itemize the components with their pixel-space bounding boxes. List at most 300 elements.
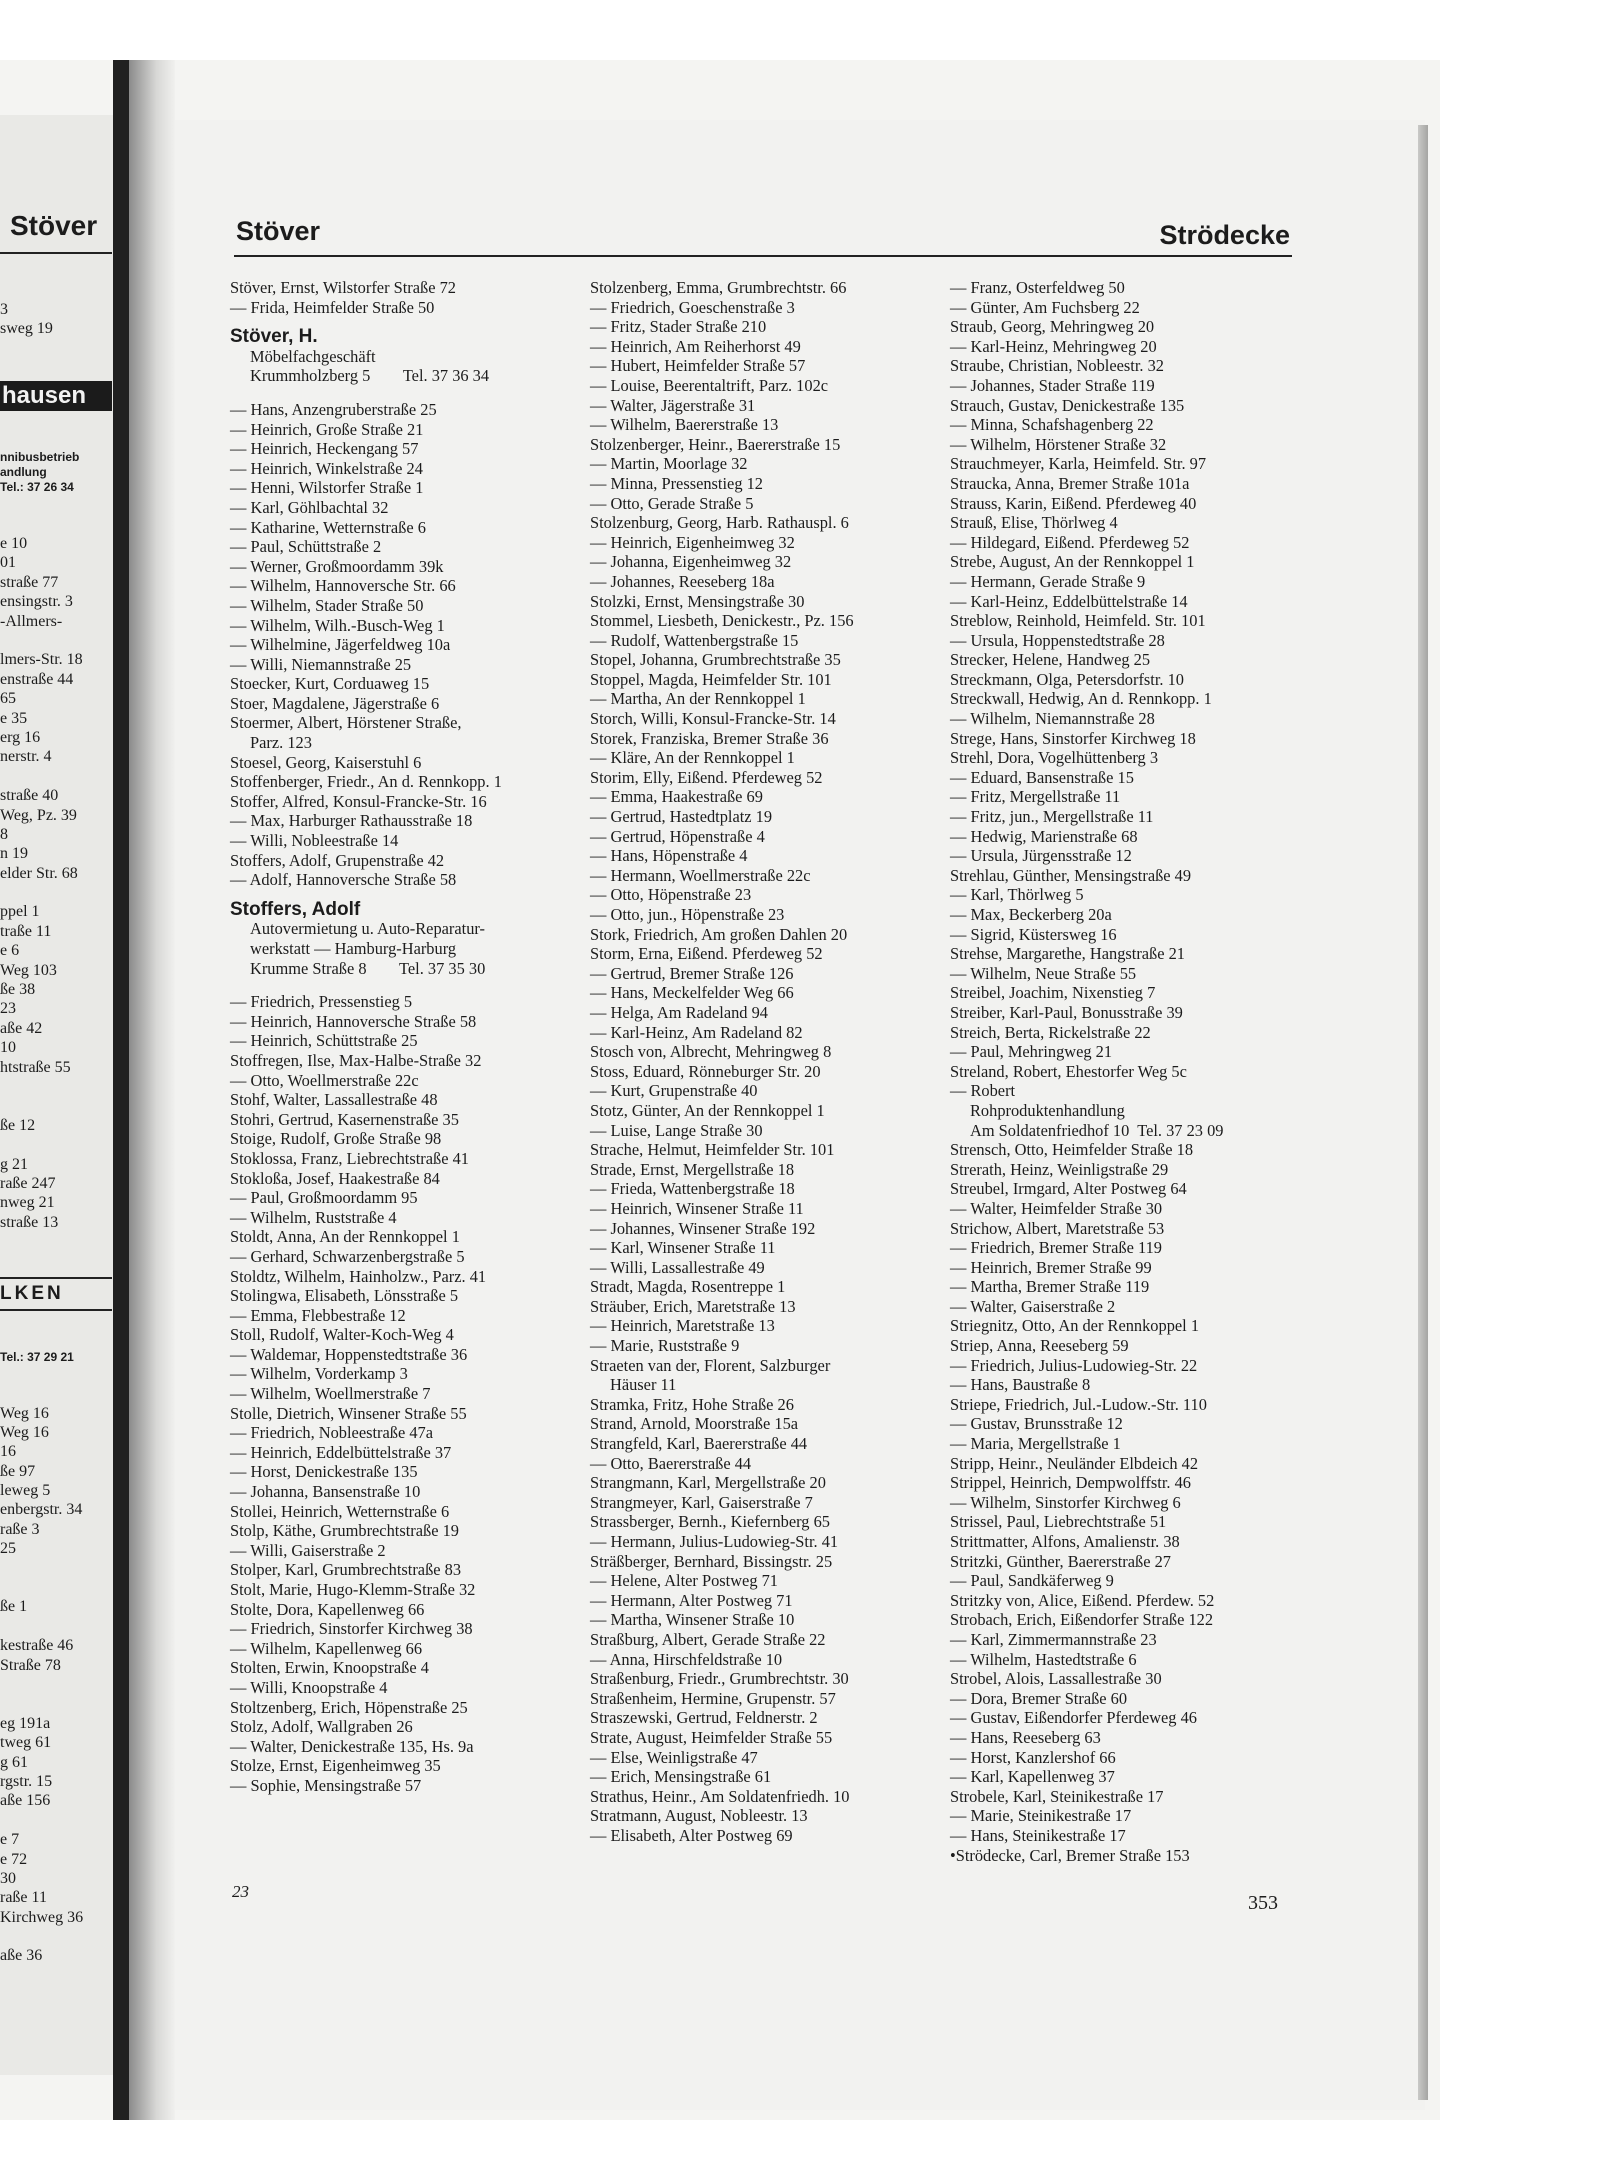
directory-entry: — Heinrich, Am Reiherhorst 49 (590, 336, 801, 356)
business-entry-heading: Stoffers, Adolf (230, 898, 361, 920)
directory-entry: — Waldemar, Hoppenstedtstraße 36 (230, 1344, 468, 1364)
directory-entry: Sträßberger, Bernhard, Bissingstr. 25 (590, 1551, 833, 1571)
directory-entry: Sträuber, Erich, Maretstraße 13 (590, 1296, 796, 1316)
directory-entry: — Wilhelm, Hannoversche Str. 66 (230, 576, 456, 596)
left-page-lines-b (0, 534, 112, 1232)
directory-entry: — Heinrich, Eigenheimweg 32 (590, 532, 795, 552)
directory-entry: Strade, Ernst, Mergellstraße 18 (590, 1159, 795, 1179)
left-page-line (0, 1135, 112, 1154)
directory-entry: — Paul, Großmoordamm 95 (230, 1188, 418, 1208)
left-page-line: enbergstr. 34 (0, 1501, 83, 1519)
directory-entry: — Wilhelm, Kapellenweg 66 (230, 1638, 423, 1658)
directory-entry: Strobele, Karl, Steinikestraße 17 (950, 1786, 1164, 1806)
directory-entry: — Gertrud, Hastedtplatz 19 (590, 807, 773, 827)
directory-entry: — Gerhard, Schwarzenbergstraße 5 (230, 1246, 465, 1266)
left-page-line: 23 (0, 1000, 16, 1018)
directory-entry: — Wilhelm, Stader Straße 50 (230, 595, 424, 615)
left-page-line: straße 40 (0, 787, 59, 805)
directory-entry: Strauß, Elise, Thörlweg 4 (950, 513, 1118, 533)
directory-entry: — Hans, Steinikestraße 17 (950, 1825, 1126, 1845)
directory-entry: Stork, Friedrich, Am großen Dahlen 20 (590, 924, 848, 944)
left-page-line (0, 1578, 112, 1597)
entry-gap (230, 978, 575, 992)
left-page-line: ße 12 (0, 1116, 36, 1134)
directory-entry: Stoltzenberg, Erich, Höpenstraße 25 (230, 1697, 468, 1717)
directory-entry: — Wilhelm, Baererstraße 13 (590, 415, 779, 435)
directory-entry: Stoffenberger, Friedr., An d. Rennkopp. 1 (230, 772, 502, 792)
directory-entry: — Hans, Höpenstraße 4 (590, 846, 748, 866)
directory-entry: Strebe, August, An der Rennkoppel 1 (950, 552, 1195, 572)
directory-entry: — Frida, Heimfelder Straße 50 (230, 297, 435, 317)
left-page-line: aße 36 (0, 1947, 43, 1965)
left-page-line: kestraße 46 (0, 1637, 74, 1655)
directory-entry: — Karl, Zimmermannstraße 23 (950, 1629, 1157, 1649)
left-page-line: nweg 21 (0, 1194, 55, 1212)
directory-entry: Stoffers, Adolf, Grupenstraße 42 (230, 850, 445, 870)
left-page-line: 25 (0, 1540, 16, 1558)
directory-entry: Streblow, Reinhold, Heimfeld. Str. 101 (950, 611, 1206, 631)
directory-entry: — Wilhelm, Wilh.-Busch-Weg 1 (230, 615, 445, 635)
left-page-line: straße 13 (0, 1213, 59, 1231)
directory-entry: — Walter, Denickestraße 135, Hs. 9a (230, 1736, 474, 1756)
directory-entry: — Heinrich, Eddelbüttelstraße 37 (230, 1442, 452, 1462)
directory-entry: — Walter, Jägerstraße 31 (590, 395, 756, 415)
directory-entry: — Willi, Nobleestraße 14 (230, 831, 399, 851)
directory-entry: — Adolf, Hannoversche Straße 58 (230, 870, 457, 890)
directory-entry: Strichow, Albert, Maretstraße 53 (950, 1218, 1165, 1238)
directory-entry: — Otto, Baererstraße 44 (590, 1453, 752, 1473)
directory-entry: — Heinrich, Maretstraße 13 (590, 1316, 775, 1336)
directory-entry: Strobel, Alois, Lassallestraße 30 (950, 1669, 1162, 1689)
directory-entry: Stoermer, Albert, Hörstener Straße, (230, 713, 462, 733)
directory-entry: Streckwall, Hedwig, An d. Rennkopp. 1 (950, 689, 1212, 709)
left-page-line: ße 1 (0, 1598, 28, 1616)
directory-entry: — Karl-Heinz, Am Radeland 82 (590, 1022, 803, 1042)
directory-entry: — Hildegard, Eißend. Pferdeweg 52 (950, 532, 1190, 552)
directory-entry: — Willi, Lassallestraße 49 (590, 1257, 765, 1277)
left-page-line (0, 1675, 112, 1694)
directory-entry: Stolper, Karl, Grumbrechtstraße 83 (230, 1560, 462, 1580)
directory-entry: — Frieda, Wattenbergstraße 18 (590, 1179, 795, 1199)
directory-entry: — Anna, Hirschfeldstraße 10 (590, 1649, 783, 1669)
left-page-ad-box2-title: LKEN (0, 1277, 112, 1311)
directory-entry: Stoldtz, Wilhelm, Hainholzw., Parz. 41 (230, 1266, 487, 1286)
left-page-line: raße 3 (0, 1520, 40, 1538)
directory-entry: Krummholzberg 5 Tel. 37 36 34 (250, 366, 490, 386)
directory-entry: — Hermann, Julius-Ludowieg-Str. 41 (590, 1532, 839, 1551)
left-page-line: Straße 78 (0, 1656, 61, 1674)
directory-entry: — Robert (950, 1081, 1016, 1101)
directory-entry: Stosch von, Albrecht, Mehringweg 8 (590, 1042, 832, 1062)
directory-entry: — Eduard, Bansenstraße 15 (950, 767, 1134, 787)
left-page-line (0, 1559, 112, 1578)
directory-entry: — Hans, Anzengruberstraße 25 (230, 399, 437, 419)
left-page-header: Stöver (10, 210, 98, 241)
directory-entry: — Gertrud, Höpenstraße 4 (590, 826, 765, 846)
directory-entry: Strittmatter, Alfons, Amalienstr. 38 (950, 1532, 1180, 1551)
directory-entry: Stramka, Fritz, Hohe Straße 26 (590, 1394, 794, 1414)
directory-entry: — Friedrich, Bremer Straße 119 (950, 1238, 1162, 1258)
directory-entry: Stolzenberg, Emma, Grumbrechtstr. 66 (590, 278, 847, 297)
left-page-header-rule (0, 252, 112, 254)
directory-entry: Strehlau, Günther, Mensingstraße 49 (950, 865, 1192, 885)
directory-entry: Stolp, Käthe, Grumbrechtstraße 19 (230, 1521, 459, 1541)
directory-entry: — Wilhelm, Neue Straße 55 (950, 963, 1137, 983)
directory-entry: Straub, Georg, Mehringweg 20 (950, 317, 1155, 337)
directory-entry: Streiber, Karl-Paul, Bonusstraße 39 (950, 1002, 1183, 1022)
directory-entry: — Heinrich, Hannoversche Straße 58 (230, 1011, 477, 1031)
directory-entry: — Hans, Baustraße 8 (950, 1375, 1091, 1395)
directory-entry: — Ursula, Hoppenstedtstraße 28 (950, 630, 1165, 650)
printer-signature: 23 (232, 1882, 249, 1901)
right-page-edge (1418, 125, 1428, 2100)
directory-entry: Stohri, Gertrud, Kasernenstraße 35 (230, 1109, 459, 1129)
directory-entry: — Hermann, Alter Postweg 71 (590, 1590, 793, 1610)
directory-entry: — Wilhelm, Sinstorfer Kirchweg 6 (950, 1492, 1181, 1512)
left-page-line: e 10 (0, 535, 28, 553)
directory-entry: — Sophie, Mensingstraße 57 (230, 1775, 422, 1795)
directory-entry: Strangmeyer, Karl, Gaiserstraße 7 (590, 1492, 813, 1512)
directory-entry: — Wilhelm, Hastedtstraße 6 (950, 1649, 1137, 1669)
directory-entry: Strauss, Karin, Eißend. Pferdeweg 40 (950, 493, 1197, 513)
directory-entry: — Heinrich, Bremer Straße 99 (950, 1257, 1152, 1277)
directory-entry: Stohf, Walter, Lassallestraße 48 (230, 1090, 438, 1110)
directory-entry: — Johannes, Stader Straße 119 (950, 375, 1155, 395)
directory-entry: Streland, Robert, Ehestorfer Weg 5c (950, 1061, 1187, 1081)
directory-entry: Strate, August, Heimfelder Straße 55 (590, 1727, 833, 1747)
directory-entry: Stolz, Adolf, Wallgraben 26 (230, 1717, 413, 1737)
directory-entry: — Otto, Höpenstraße 23 (590, 885, 752, 905)
directory-entry: Stoffer, Alfred, Konsul-Francke-Str. 16 (230, 791, 487, 811)
left-page-line: n 19 (0, 845, 28, 863)
directory-entry: — Helene, Alter Postweg 71 (590, 1571, 779, 1591)
directory-entry: Strerath, Heinz, Weinligstraße 29 (950, 1159, 1169, 1179)
left-page-line: htstraße 55 (0, 1058, 71, 1076)
directory-entry: — Friedrich, Nobleestraße 47a (230, 1423, 433, 1443)
directory-entry: — Willi, Niemannstraße 25 (230, 654, 412, 674)
directory-entry: — Wilhelm, Niemannstraße 28 (950, 709, 1155, 729)
directory-entry: Stripp, Heinr., Neuländer Elbdeich 42 (950, 1453, 1199, 1473)
directory-entry: — Günter, Am Fuchsberg 22 (950, 297, 1140, 317)
directory-entry: — Martha, Bremer Straße 119 (950, 1277, 1150, 1297)
directory-entry: — Horst, Denickestraße 135 (230, 1462, 418, 1482)
left-page-line: 01 (0, 554, 16, 572)
left-page-ad-box-lines (0, 450, 112, 495)
directory-entry: — Wilhelmine, Jägerfeldweg 10a (230, 635, 451, 655)
left-page-line: aße 156 (0, 1792, 51, 1810)
directory-entry: — Karl, Winsener Straße 11 (590, 1238, 776, 1258)
directory-entry: Striegnitz, Otto, An der Rennkoppel 1 (950, 1316, 1200, 1336)
directory-entry: — Karl-Heinz, Mehringweg 20 (950, 336, 1157, 356)
directory-entry: — Max, Harburger Rathausstraße 18 (230, 811, 473, 831)
directory-entry: — Gustav, Brunsstraße 12 (950, 1414, 1123, 1434)
left-page-line: Kirchweg 36 (0, 1908, 84, 1926)
directory-entry: — Kläre, An der Rennkoppel 1 (590, 748, 795, 768)
left-page-line: straße 77 (0, 573, 59, 591)
directory-entry: — Johannes, Reeseberg 18a (590, 571, 775, 591)
left-page-line: ensingstr. 3 (0, 593, 73, 611)
directory-entry: Streckmann, Olga, Petersdorfstr. 10 (950, 669, 1184, 689)
left-page-lines-a (0, 300, 112, 339)
directory-entry: — Willi, Knoopstraße 4 (230, 1677, 388, 1697)
directory-column-2 (590, 278, 935, 1846)
directory-entry: Strangfeld, Karl, Baererstraße 44 (590, 1434, 808, 1454)
left-page-line: lmers-Str. 18 (0, 651, 83, 669)
directory-entry: — Max, Beckerberg 20a (950, 905, 1112, 924)
directory-entry: Storek, Franziska, Bremer Straße 36 (590, 728, 829, 748)
directory-entry: — Minna, Schafshagenberg 22 (950, 415, 1154, 435)
left-page-line: Tel.: 37 26 34 (0, 480, 74, 495)
directory-entry: — Hermann, Woellmerstraße 22c (590, 865, 811, 885)
left-page-line: e 6 (0, 942, 20, 960)
directory-entry: Strege, Hans, Sinstorfer Kirchweg 18 (950, 728, 1196, 748)
directory-entry: Stoer, Magdalene, Jägerstraße 6 (230, 693, 440, 713)
directory-entry: Strehse, Margarethe, Hangstraße 21 (950, 944, 1186, 964)
directory-entry: — Fritz, Mergellstraße 11 (950, 787, 1121, 807)
left-page-ad-box2-lines (0, 1350, 112, 1365)
directory-entry: — Otto, jun., Höpenstraße 23 (590, 905, 785, 924)
left-page-line (0, 1694, 112, 1713)
directory-entry: Stollei, Heinrich, Wetternstraße 6 (230, 1501, 450, 1521)
directory-entry: Stopel, Johanna, Grumbrechtstraße 35 (590, 650, 841, 670)
directory-entry: — Wilhelm, Hörstener Straße 32 (950, 434, 1167, 454)
directory-entry: Strassberger, Bernh., Kiefernberg 65 (590, 1512, 830, 1532)
directory-entry: — Martha, Winsener Straße 10 (590, 1610, 795, 1630)
directory-entry: Straube, Christian, Nobleestr. 32 (950, 356, 1164, 376)
directory-entry: Striep, Anna, Reeseberg 59 (950, 1336, 1129, 1356)
left-page-line: erg 16 (0, 728, 41, 746)
left-page-line (0, 1077, 112, 1096)
directory-entry: — Marie, Ruststraße 9 (590, 1336, 740, 1356)
directory-entry: — Gustav, Eißendorfer Pferdeweg 46 (950, 1708, 1197, 1728)
directory-entry: — Wilhelm, Vorderkamp 3 (230, 1364, 408, 1384)
directory-entry: — Karl, Kapellenweg 37 (950, 1767, 1115, 1787)
directory-entry: — Martha, An der Rennkoppel 1 (590, 689, 806, 709)
directory-entry: werkstatt — Hamburg-Harburg (250, 939, 457, 958)
directory-entry: Stoppel, Magda, Heimfelder Str. 101 (590, 669, 832, 689)
directory-entry: — Kurt, Grupenstraße 40 (590, 1081, 758, 1101)
directory-entry: Straßenburg, Friedr., Grumbrechtstr. 30 (590, 1669, 849, 1689)
directory-entry: — Otto, Gerade Straße 5 (590, 493, 754, 513)
left-page-line: e 35 (0, 709, 28, 727)
directory-entry: Straßburg, Albert, Gerade Straße 22 (590, 1629, 826, 1649)
directory-entry: Strangmann, Karl, Mergellstraße 20 (590, 1473, 826, 1493)
directory-entry: — Martin, Moorlage 32 (590, 454, 748, 474)
directory-entry: Stoige, Rudolf, Große Straße 98 (230, 1129, 442, 1149)
directory-entry: — Fritz, Stader Straße 210 (590, 317, 767, 337)
left-page-line: 30 (0, 1869, 16, 1887)
left-page-line: ße 97 (0, 1462, 36, 1480)
directory-entry: Stolten, Erwin, Knoopstraße 4 (230, 1658, 429, 1678)
left-page-line: Weg, Pz. 39 (0, 806, 77, 824)
left-page-line: tweg 61 (0, 1734, 52, 1752)
directory-entry: — Luise, Lange Straße 30 (590, 1120, 763, 1140)
directory-entry: — Friedrich, Sinstorfer Kirchweg 38 (230, 1619, 473, 1639)
directory-entry: — Minna, Pressenstieg 12 (590, 473, 763, 493)
left-page-line: rgstr. 15 (0, 1772, 53, 1790)
left-page-line (0, 631, 112, 650)
left-page-line: 10 (0, 1039, 16, 1057)
book-binding-shadow (113, 60, 129, 2120)
left-page-line: raße 247 (0, 1174, 56, 1192)
directory-entry: Stotz, Günter, An der Rennkoppel 1 (590, 1100, 825, 1120)
left-page-column (0, 261, 112, 2005)
directory-entry: Storch, Willi, Konsul-Francke-Str. 14 (590, 709, 836, 729)
directory-entry: Storm, Erna, Eißend. Pferdeweg 52 (590, 944, 823, 964)
left-page-line: 65 (0, 690, 16, 708)
directory-entry: Strensch, Otto, Heimfelder Straße 18 (950, 1140, 1194, 1160)
directory-entry: — Hubert, Heimfelder Straße 57 (590, 356, 806, 376)
left-page-line: e 72 (0, 1850, 28, 1868)
directory-entry: — Wilhelm, Woellmerstraße 7 (230, 1384, 431, 1404)
directory-entry: — Paul, Schüttstraße 2 (230, 537, 382, 557)
directory-entry: — Friedrich, Julius-Ludowieg-Str. 22 (950, 1355, 1198, 1375)
left-page-line: ppel 1 (0, 903, 40, 921)
left-page-line: eg 191a (0, 1714, 51, 1732)
directory-entry: — Paul, Mehringweg 21 (950, 1042, 1113, 1062)
left-page-ad-box-title: hausen (0, 381, 112, 411)
directory-entry: Stritzki, Günther, Baererstraße 27 (950, 1551, 1172, 1571)
directory-entry: Stolzenburg, Georg, Harb. Rathauspl. 6 (590, 513, 849, 533)
directory-entry: — Hedwig, Marienstraße 68 (950, 826, 1138, 846)
directory-entry: Streich, Berta, Rickelstraße 22 (950, 1022, 1151, 1042)
directory-entry: — Ursula, Jürgensstraße 12 (950, 846, 1132, 866)
directory-entry: — Horst, Kanzlershof 66 (950, 1747, 1116, 1767)
left-page-line: enstraße 44 (0, 670, 74, 688)
directory-entry: Stoll, Rudolf, Walter-Koch-Weg 4 (230, 1325, 454, 1345)
directory-entry: Stolzenberger, Heinr., Baererstraße 15 (590, 434, 841, 454)
directory-entry: — Hans, Meckelfelder Weg 66 (590, 983, 794, 1003)
left-page-line: 16 (0, 1443, 16, 1461)
directory-entry: — Louise, Beerentaltrift, Parz. 102c (590, 375, 829, 395)
business-entry-heading: Stöver, H. (230, 326, 318, 348)
left-page-line (0, 767, 112, 786)
left-page-line: Weg 103 (0, 961, 57, 979)
directory-entry: Rohproduktenhandlung (970, 1100, 1125, 1120)
directory-entry: Stratmann, August, Nobleestr. 13 (590, 1806, 808, 1826)
left-page-line: Weg 16 (0, 1404, 49, 1422)
left-page-line (0, 883, 112, 902)
directory-entry: — Rudolf, Wattenbergstraße 15 (590, 630, 799, 650)
left-page-line: raße 11 (0, 1889, 47, 1907)
directory-entry: Straucka, Anna, Bremer Straße 101a (950, 473, 1190, 493)
directory-entry: •Strödecke, Carl, Bremer Straße 153 (950, 1845, 1190, 1865)
directory-entry: — Helga, Am Radeland 94 (590, 1002, 768, 1022)
directory-entry: Stolzki, Ernst, Mensingstraße 30 (590, 591, 805, 611)
directory-entry: Strache, Helmut, Heimfelder Str. 101 (590, 1140, 835, 1160)
directory-entry: — Karl-Heinz, Eddelbüttelstraße 14 (950, 591, 1188, 611)
left-page-line: Tel.: 37 29 21 (0, 1349, 74, 1364)
directory-entry: — Willi, Gaiserstraße 2 (230, 1540, 386, 1560)
directory-entry: Stoss, Eduard, Rönneburger Str. 20 (590, 1061, 821, 1081)
directory-entry: Strauch, Gustav, Denickestraße 135 (950, 395, 1185, 415)
left-page-line (0, 1617, 112, 1636)
page-number: 353 (1248, 1892, 1278, 1914)
directory-entry: Streibel, Joachim, Nixenstieg 7 (950, 983, 1156, 1003)
running-head-left: Stöver (236, 216, 321, 246)
directory-entry: Am Soldatenfriedhof 10 Tel. 37 23 09 (970, 1120, 1224, 1140)
left-page-line: elder Str. 68 (0, 864, 78, 882)
directory-entry: — Marie, Steinikestraße 17 (950, 1806, 1132, 1826)
directory-entry: Straeten van der, Florent, Salzburger (590, 1355, 831, 1375)
directory-entry: Straszewski, Gertrud, Feldnerstr. 2 (590, 1708, 818, 1728)
directory-entry: — Fritz, jun., Mergellstraße 11 (950, 807, 1154, 827)
directory-entry: — Friedrich, Pressenstieg 5 (230, 992, 413, 1012)
directory-entry: — Otto, Woellmerstraße 22c (230, 1070, 419, 1090)
left-page-line: 3 (0, 300, 8, 318)
directory-column-1 (230, 278, 575, 1796)
directory-entry: Strand, Arnold, Moorstraße 15a (590, 1414, 799, 1434)
running-head-right: Strödecke (1159, 220, 1290, 250)
directory-entry: — Katharine, Wetternstraße 6 (230, 517, 426, 537)
left-page-line: 8 (0, 825, 8, 843)
directory-entry: Stoffregen, Ilse, Max-Halbe-Straße 32 (230, 1050, 482, 1070)
directory-entry: — Erich, Mensingstraße 61 (590, 1767, 772, 1787)
directory-entry: — Friedrich, Goeschenstraße 3 (590, 297, 795, 317)
directory-entry: — Heinrich, Schüttstraße 25 (230, 1031, 418, 1051)
left-page-line: traße 11 (0, 922, 52, 940)
directory-entry: — Johannes, Winsener Straße 192 (590, 1218, 816, 1238)
book-gutter (129, 60, 175, 2120)
directory-entry: Straßenheim, Hermine, Grupenstr. 57 (590, 1688, 836, 1708)
directory-entry: Stritzky von, Alice, Eißend. Pferdew. 52 (950, 1590, 1215, 1610)
directory-entry: Möbelfachgeschäft (250, 346, 376, 366)
directory-entry: — Franz, Osterfeldweg 50 (950, 278, 1125, 297)
directory-entry: Stolingwa, Elisabeth, Lönsstraße 5 (230, 1286, 459, 1306)
left-page-line: Weg 16 (0, 1423, 49, 1441)
directory-entry: Häuser 11 (610, 1375, 677, 1395)
left-page-line: andlung (0, 465, 47, 480)
directory-entry: Striepe, Friedrich, Jul.-Ludow.-Str. 110 (950, 1394, 1207, 1414)
directory-entry: — Werner, Großmoordamm 39k (230, 556, 444, 576)
directory-entry: — Hans, Reeseberg 63 (950, 1727, 1101, 1747)
left-page-line (0, 1096, 112, 1115)
directory-entry: — Karl, Göhlbachtal 32 (230, 497, 389, 517)
left-page-lines-c (0, 1404, 112, 1966)
directory-entry: — Heinrich, Heckengang 57 (230, 439, 419, 459)
left-page-line (0, 1811, 112, 1830)
directory-entry: — Karl, Thörlweg 5 (950, 885, 1084, 905)
left-page-line: -Allmers- (0, 612, 63, 630)
directory-entry: — Else, Weinligstraße 47 (590, 1747, 758, 1767)
left-page-line: nerstr. 4 (0, 748, 52, 766)
directory-entry: — Dora, Bremer Straße 60 (950, 1688, 1128, 1708)
left-page-line: leweg 5 (0, 1482, 51, 1500)
directory-entry: — Johanna, Bansenstraße 10 (230, 1482, 421, 1502)
directory-entry: — Emma, Haakestraße 69 (590, 787, 763, 807)
directory-entry: — Paul, Sandkäferweg 9 (950, 1571, 1114, 1591)
directory-entry: — Walter, Heimfelder Straße 30 (950, 1198, 1163, 1218)
directory-column-3 (950, 278, 1295, 1865)
directory-entry: Stöver, Ernst, Wilstorfer Straße 72 (230, 278, 456, 297)
directory-entry: — Elisabeth, Alter Postweg 69 (590, 1825, 793, 1845)
directory-entry: — Gertrud, Bremer Straße 126 (590, 963, 794, 983)
directory-entry: Storim, Elly, Eißend. Pferdeweg 52 (590, 767, 823, 787)
directory-entry: Stolze, Ernst, Eigenheimweg 35 (230, 1756, 441, 1776)
directory-entry: — Heinrich, Winkelstraße 24 (230, 458, 423, 478)
directory-entry: — Maria, Mergellstraße 1 (950, 1434, 1121, 1454)
directory-entry: Strauchmeyer, Karla, Heimfeld. Str. 97 (950, 454, 1207, 474)
directory-entry: — Sigrid, Küstersweg 16 (950, 924, 1117, 944)
directory-entry: Krumme Straße 8 Tel. 37 35 30 (250, 958, 486, 978)
directory-entry: Stolte, Dora, Kapellenweg 66 (230, 1599, 425, 1619)
directory-entry: Strippel, Heinrich, Dempwolffstr. 46 (950, 1473, 1191, 1493)
directory-entry: — Henni, Wilstorfer Straße 1 (230, 478, 424, 498)
directory-entry: — Heinrich, Große Straße 21 (230, 419, 424, 439)
directory-entry: Stolle, Dietrich, Winsener Straße 55 (230, 1403, 467, 1423)
directory-entry: — Walter, Gaiserstraße 2 (950, 1296, 1116, 1316)
directory-entry: Autovermietung u. Auto-Reparatur- (250, 919, 485, 939)
